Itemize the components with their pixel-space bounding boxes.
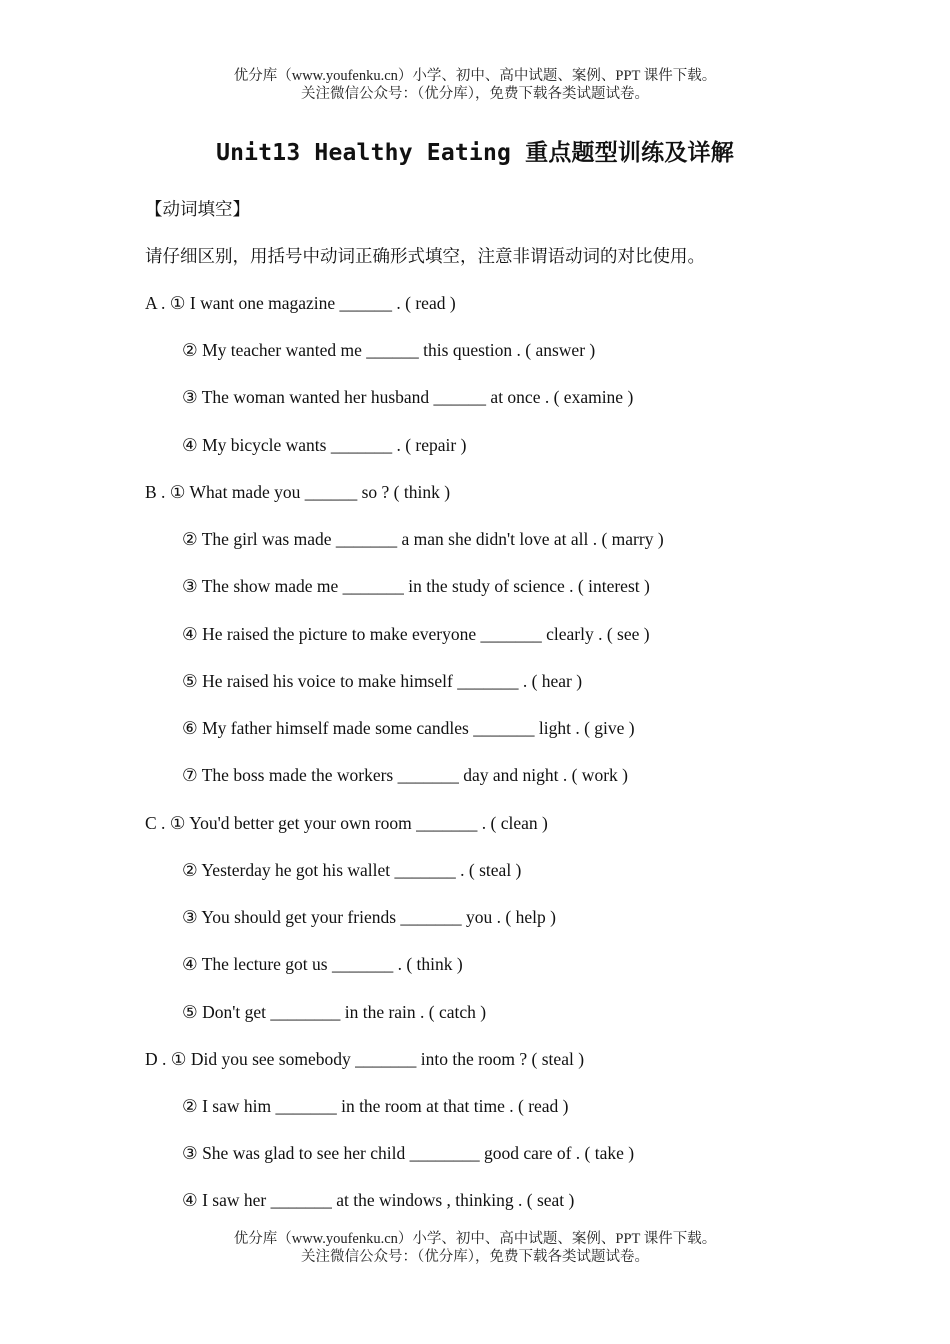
question-c2: ② Yesterday he got his wallet _______ . ( steal ) — [182, 860, 522, 880]
question-c1: C . ① You'd better get your own room _______ . ( clean ) — [145, 813, 548, 833]
question-d4: ④ I saw her _______ at the windows , thinking . ( seat ) — [182, 1190, 575, 1210]
document-title: Unit13 Healthy Eating 重点题型训练及详解 — [216, 140, 734, 166]
question-a4: ④ My bicycle wants _______ . ( repair ) — [182, 435, 467, 455]
question-b7: ⑦ The boss made the workers _______ day and night . ( work ) — [182, 765, 628, 785]
question-b2: ② The girl was made _______ a man she didn't love at all . ( marry ) — [182, 529, 664, 549]
question-b4: ④ He raised the picture to make everyone _______ clearly . ( see ) — [182, 624, 650, 644]
question-a3: ③ The woman wanted her husband ______ at once . ( examine ) — [182, 387, 634, 407]
page-footer — [0, 1230, 950, 1266]
question-b6: ⑥ My father himself made some candles _______ light . ( give ) — [182, 718, 635, 738]
header-line-1: 优分库（www.youfenku.cn）小学、初中、高中试题、案例、PPT 课件下载。 — [233, 68, 717, 84]
header-line-2: 关注微信公众号：（优分库），免费下载各类试题试卷。 — [301, 86, 649, 102]
question-a2: ② My teacher wanted me ______ this question . ( answer ) — [182, 340, 596, 360]
question-c3: ③ You should get your friends _______ you . ( help ) — [182, 907, 556, 927]
section-heading: 【动词填空】 — [145, 199, 250, 219]
question-b3: ③ The show made me _______ in the study of science . ( interest ) — [182, 576, 650, 596]
footer-line-2: 关注微信公众号：（优分库），免费下载各类试题试卷。 — [301, 1249, 649, 1265]
question-d3: ③ She was glad to see her child ________ good care of . ( take ) — [182, 1143, 635, 1163]
question-b1: B . ① What made you ______ so ? ( think ) — [145, 482, 451, 502]
question-d2: ② I saw him _______ in the room at that time . ( read ) — [182, 1096, 569, 1116]
question-c4: ④ The lecture got us _______ . ( think ) — [182, 954, 463, 974]
question-d1: D . ① Did you see somebody _______ into the room ? ( steal ) — [145, 1049, 585, 1069]
page-header — [0, 67, 950, 103]
footer-line-1: 优分库（www.youfenku.cn）小学、初中、高中试题、案例、PPT 课件下载。 — [233, 1231, 717, 1247]
instruction-text: 请仔细区别，用括号中动词正确形式填空，注意非谓语动词的对比使用。 — [145, 246, 705, 266]
question-c5: ⑤ Don't get ________ in the rain . ( catch ) — [182, 1002, 487, 1022]
question-b5: ⑤ He raised his voice to make himself _______ . ( hear ) — [182, 671, 583, 691]
question-a1: A . ① I want one magazine ______ . ( read ) — [145, 293, 456, 313]
